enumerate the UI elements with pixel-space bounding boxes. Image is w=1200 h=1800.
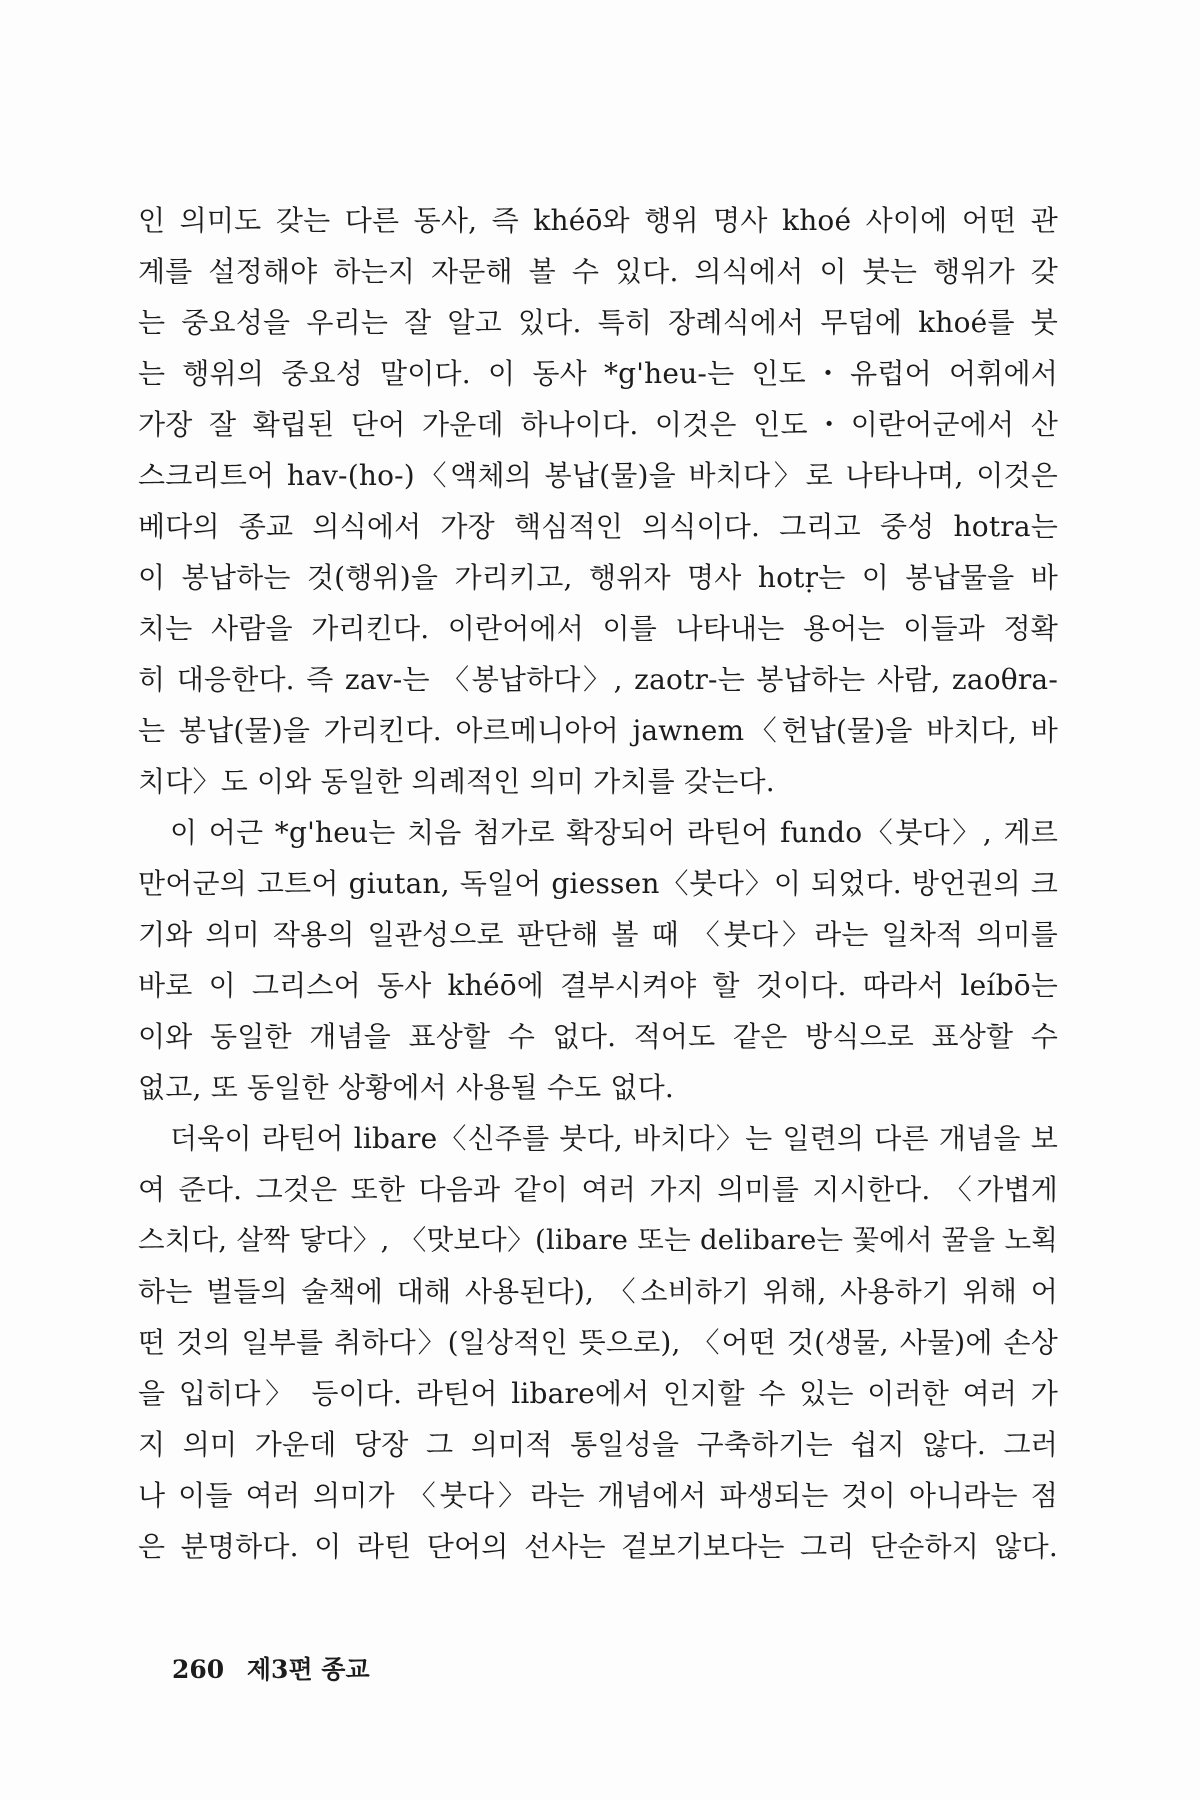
- text-line: 이 봉납하는 것(행위)을 가리키고, 행위자 명사 hotṛ는 이 봉납물을 바: [138, 561, 1058, 594]
- text-line: 떤 것의 일부를 취하다〉(일상적인 뜻으로), 〈어떤 것(생물, 사물)에 손상: [138, 1326, 1058, 1359]
- text-line: 기와 의미 작용의 일관성으로 판단해 볼 때 〈붓다〉라는 일차적 의미를: [138, 918, 1058, 951]
- paragraph-start-line: 더욱이 라틴어 libare〈신주를 붓다, 바치다〉는 일련의 다른 개념을 보: [170, 1122, 1058, 1155]
- text-line: 치는 사람을 가리킨다. 이란어에서 이를 나타내는 용어는 이들과 정확: [138, 612, 1058, 645]
- text-line: 은 분명하다. 이 라틴 단어의 선사는 겉보기보다는 그리 단순하지 않다.: [138, 1530, 1058, 1563]
- text-line: 계를 설정해야 하는지 자문해 볼 수 있다. 의식에서 이 붓는 행위가 갖: [138, 255, 1058, 288]
- text-line: 베다의 종교 의식에서 가장 핵심적인 의식이다. 그리고 중성 hotra는: [138, 510, 1058, 543]
- text-line: 여 준다. 그것은 또한 다음과 같이 여러 가지 의미를 지시한다. 〈가볍게: [138, 1173, 1058, 1206]
- text-line: 치다〉도 이와 동일한 의례적인 의미 가치를 갖는다.: [138, 765, 775, 798]
- paragraph-start-line: 이 어근 *g'heu는 치음 첨가로 확장되어 라틴어 fundo〈붓다〉, 게르: [170, 816, 1058, 849]
- text-line: 만어군의 고트어 giutan, 독일어 giessen〈붓다〉이 되었다. 방언권의 크: [138, 867, 1058, 900]
- text-line: 하는 벌들의 술책에 대해 사용된다), 〈소비하기 위해, 사용하기 위해 어: [138, 1275, 1058, 1308]
- page-footer: [172, 1650, 370, 1686]
- text-line: 인 의미도 갖는 다른 동사, 즉 khéō와 행위 명사 khoé 사이에 어떤 관: [138, 204, 1058, 237]
- body-text: [138, 195, 1058, 1572]
- text-line: 지 의미 가운데 당장 그 의미적 통일성을 구축하기는 쉽지 않다. 그러: [138, 1428, 1058, 1461]
- text-line: 는 봉납(물)을 가리킨다. 아르메니아어 jawnem〈헌납(물)을 바치다, 바: [138, 714, 1058, 747]
- text-line: 바로 이 그리스어 동사 khéō에 결부시켜야 할 것이다. 따라서 leíbō는: [138, 969, 1058, 1002]
- text-line: 는 중요성을 우리는 잘 알고 있다. 특히 장례식에서 무덤에 khoé를 붓: [138, 306, 1058, 339]
- text-line: 을 입히다〉 등이다. 라틴어 libare에서 인지할 수 있는 이러한 여러 가: [138, 1377, 1058, 1410]
- text-line: 는 행위의 중요성 말이다. 이 동사 *g'heu-는 인도・유럽어 어휘에서: [138, 357, 1058, 390]
- text-line: 가장 잘 확립된 단어 가운데 하나이다. 이것은 인도・이란어군에서 산: [138, 408, 1058, 441]
- page-number: 260: [172, 1655, 225, 1684]
- section-title: 제3편 종교: [246, 1655, 370, 1684]
- text-line: 이와 동일한 개념을 표상할 수 없다. 적어도 같은 방식으로 표상할 수: [138, 1020, 1058, 1053]
- text-line: 스치다, 살짝 닿다〉, 〈맛보다〉(libare 또는 delibare는 꽃에서 꿀을 노획: [138, 1224, 1058, 1256]
- text-line: 나 이들 여러 의미가 〈붓다〉라는 개념에서 파생되는 것이 아니라는 점: [138, 1479, 1058, 1512]
- text-line: 히 대응한다. 즉 zav-는 〈봉납하다〉, zaotr-는 봉납하는 사람, zaoθra-: [138, 663, 1058, 696]
- text-line: 없고, 또 동일한 상황에서 사용될 수도 없다.: [138, 1071, 675, 1104]
- text-line: 스크리트어 hav-(ho-)〈액체의 봉납(물)을 바치다〉로 나타나며, 이것은: [138, 459, 1058, 492]
